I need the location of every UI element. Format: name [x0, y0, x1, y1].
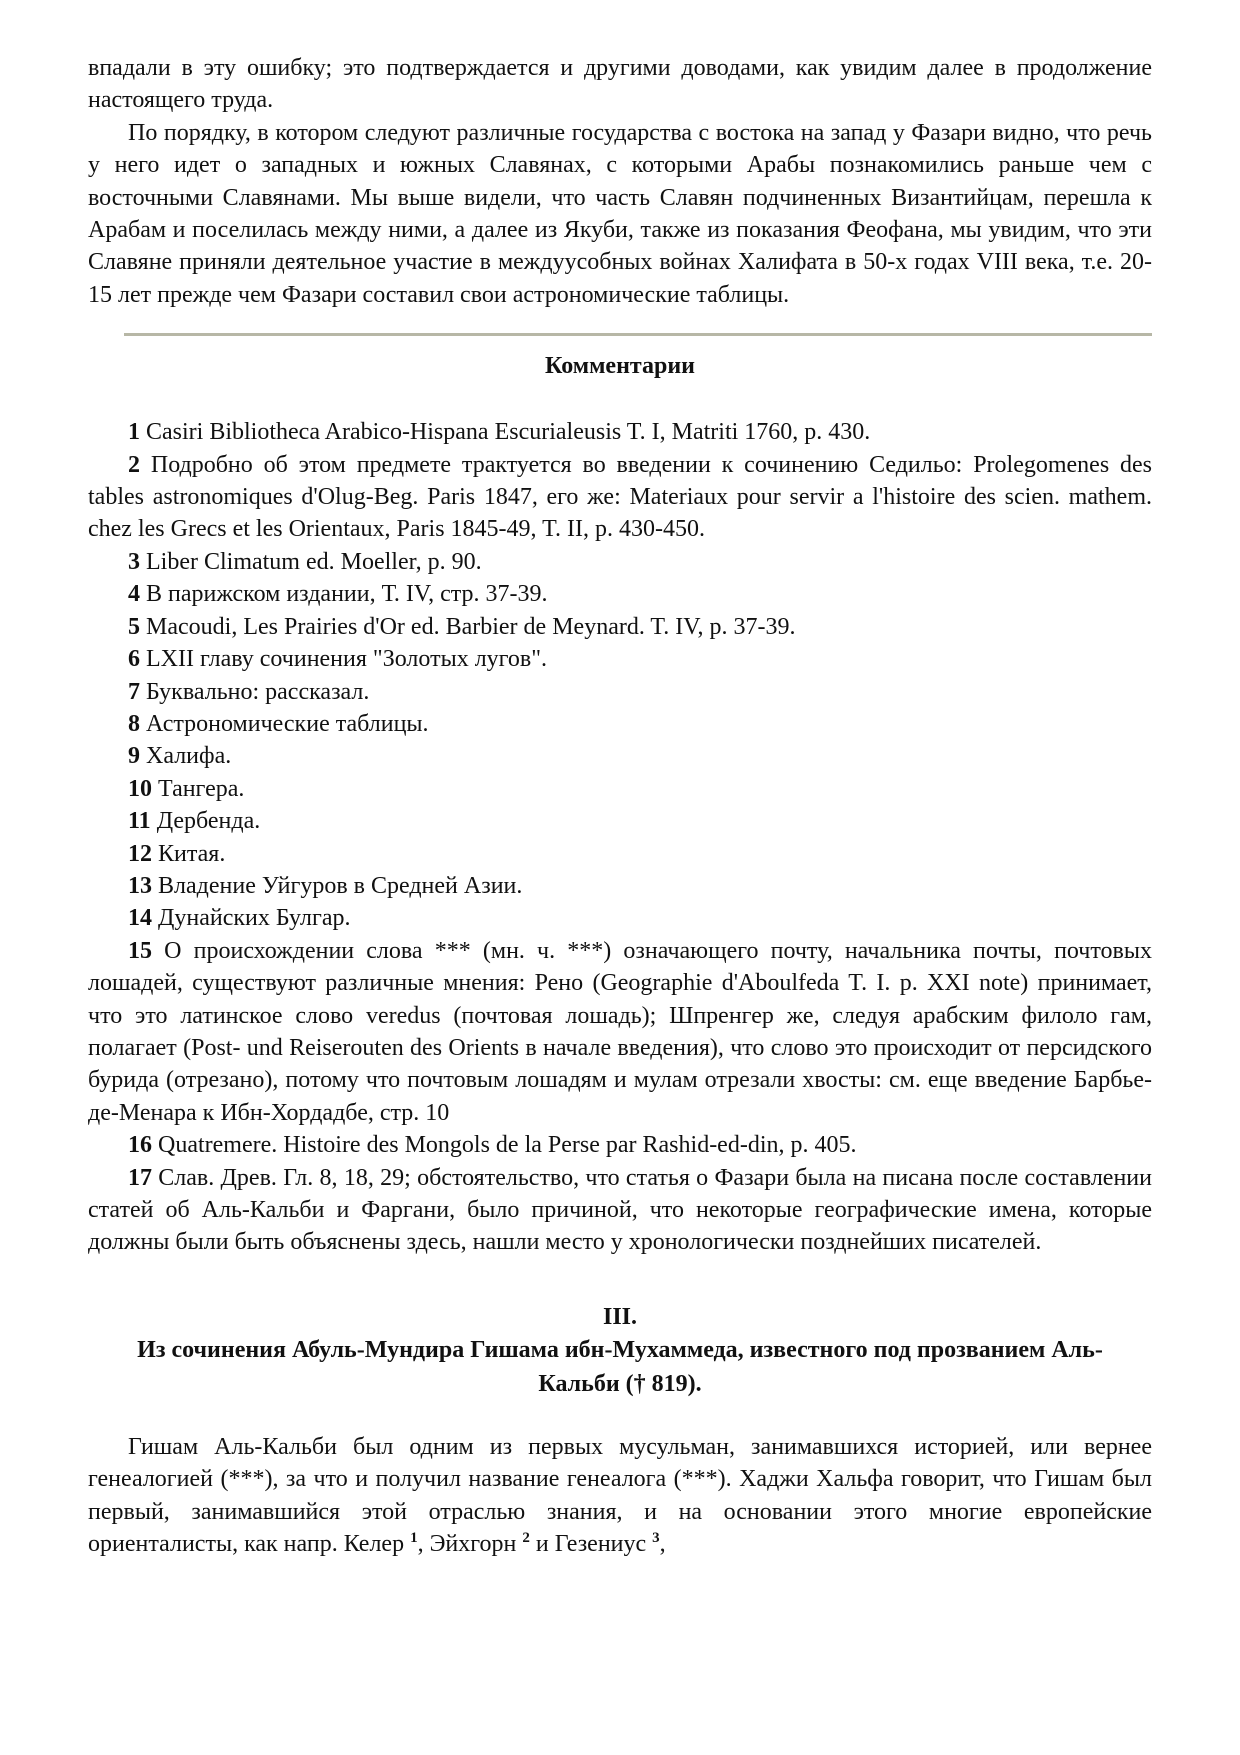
comment-note-text: Слав. Древ. Гл. 8, 18, 29; обстоятельство, что статья о Фазари была на писана после составлении статей об Аль-Кальби и Фаргани, было причиной, что некоторые географические имена, которые должны были быть объяснены здесь, нашли место у хронологически позднейших писателей. [88, 1164, 1152, 1256]
chapter-body-text-3: и Гезениус [529, 1531, 653, 1558]
footnote-ref-1[interactable]: 1 [410, 1530, 418, 1547]
comment-note-number[interactable]: 9 [128, 743, 140, 770]
footnote-ref-3[interactable]: 3 [652, 1530, 660, 1547]
chapter-body-text-2: , Эйхгорн [417, 1531, 523, 1558]
comment-note [88, 578, 1152, 610]
comment-note-number[interactable]: 6 [128, 646, 140, 673]
comments-heading: Комментарии [544, 353, 695, 380]
chapter-body-text-1: Гишам Аль-Кальби был одним из первых мусульман, занимавшихся историей, или вернее генеалогией (***), за что и получил название генеалога (***). Хаджи Хальфа говорит, что Гишам был первый, занимавшийся этой отраслью знания, и на основании этого многие европейские ориенталисты, как напр. Келер [88, 1433, 1152, 1558]
comment-note-text: В парижском издании, Т. IV, стр. 37-39. [146, 581, 548, 608]
comment-note-number[interactable]: 17 [128, 1164, 152, 1191]
comment-note-text: Буквально: рассказал. [146, 678, 370, 705]
comment-note [88, 805, 1152, 837]
comment-note-number[interactable]: 4 [128, 581, 140, 608]
comment-note [88, 870, 1152, 902]
comment-note-number[interactable]: 7 [128, 678, 140, 705]
comment-note [88, 611, 1152, 643]
comments-list [88, 416, 1152, 1259]
comment-note-text: Халифа. [146, 743, 232, 770]
intro-paragraph-1: впадали в эту ошибку; это подтверждается и другими доводами, как увидим далее в продолжение настоящего труда. [88, 55, 1152, 114]
document-page [88, 52, 1152, 1560]
comment-note [88, 546, 1152, 578]
comment-note-text: Тангера. [158, 775, 245, 802]
comment-note-number[interactable]: 1 [128, 419, 140, 446]
comment-note [88, 773, 1152, 805]
comment-note [88, 449, 1152, 546]
comment-note-number[interactable]: 14 [128, 905, 152, 932]
comment-note-number[interactable]: 8 [128, 710, 140, 737]
comment-note [88, 416, 1152, 448]
chapter-number: III. [602, 1303, 638, 1330]
comment-note [88, 1129, 1152, 1161]
comment-note-number[interactable]: 13 [128, 872, 152, 899]
footnote-ref-2[interactable]: 2 [522, 1530, 530, 1547]
comment-note-text: Подробно об этом предмете трактуется во введении к сочинению Седильо: Prolegomenes des tables astronomiques d'Olug-Beg. Paris 1847, его же: Materiaux pour servir a l'histoire des scien. mathem. chez les Grecs et les Orientaux, Paris 1845-49, T. II, p. 430-450. [88, 451, 1153, 543]
comment-note-number[interactable]: 12 [128, 840, 152, 867]
comment-note [88, 838, 1152, 870]
chapter-body-paragraph [88, 1431, 1152, 1561]
comment-note-number[interactable]: 3 [128, 548, 140, 575]
comment-note-number[interactable]: 2 [128, 451, 140, 478]
comment-note-number[interactable]: 11 [128, 808, 151, 835]
comment-note [88, 902, 1152, 934]
comment-note-text: Астрономические таблицы. [146, 710, 429, 737]
chapter-title: Из сочинения Абуль-Мундира Гишама ибн-Мухаммеда, известного под прозванием Аль-Кальби († 819). [137, 1336, 1103, 1397]
comment-note-text: Casiri Bibliotheca Arabico-Hispana Escurialeusis T. I, Matriti 1760, p. 430. [146, 419, 871, 446]
comment-note-text: Китая. [158, 840, 226, 867]
comment-note-text: О происхождении слова *** (мн. ч. ***) означающего почту, начальника почты, почтовых лошадей, существуют различные мнения: Рено (Geographie d'Aboulfeda T. I. p. XXI note) принимает, что это латинское слово veredus (почтовая лошадь); Шпренгер же, следуя арабским филоло гам, полагает (Post- und Reiserouten des Orients в начале введения), что слово это происходит от персидского бурида (отрезано), потому что почтовым лошадям и мулам отрезали хвосты: см. еще введение Барбье-де-Менара к Ибн-Хордадбе, стр. 10 [88, 937, 1152, 1126]
comment-note [88, 643, 1152, 675]
comment-note-text: Владение Уйгуров в Средней Азии. [158, 872, 523, 899]
comment-note-text: Macoudi, Les Prairies d'Or ed. Barbier de Meynard. T. IV, p. 37-39. [146, 613, 796, 640]
comment-note-number[interactable]: 15 [128, 937, 152, 964]
chapter-body-text-4: , [659, 1531, 666, 1558]
comment-note-number[interactable]: 5 [128, 613, 140, 640]
comment-note-text: LXII главу сочинения "Золотых лугов". [146, 646, 548, 673]
comment-note-text: Дунайских Булгар. [158, 905, 351, 932]
comment-note [88, 1162, 1152, 1259]
comment-note-number[interactable]: 10 [128, 775, 152, 802]
comment-note-text: Дербенда. [156, 808, 261, 835]
intro-paragraph-2: По порядку, в котором следуют различные государства с востока на запад у Фазари видно, что речь у него идет о западных и южных Славянах, с которыми Арабы познакомились раньше чем с восточными Славянами. Мы выше видели, что часть Славян подчиненных Византийцам, перешла к Арабам и поселилась между ними, а далее из Якуби, также из показания Феофана, мы увидим, что эти Славяне приняли деятельное участие в междуусобных войнах Халифата в 50-х годах VIII века, т.е. 20-15 лет прежде чем Фазари составил свои астрономические таблицы. [88, 119, 1152, 308]
comment-note [88, 708, 1152, 740]
comment-note-number[interactable]: 16 [128, 1132, 152, 1159]
comment-note [88, 935, 1152, 1129]
comment-note-text: Liber Climatum ed. Moeller, p. 90. [146, 548, 482, 575]
comment-note-text: Quatremere. Histoire des Mongols de la Perse par Rashid-ed-din, p. 405. [158, 1132, 857, 1159]
comment-note [88, 676, 1152, 708]
comment-note [88, 740, 1152, 772]
section-divider [124, 333, 1152, 336]
